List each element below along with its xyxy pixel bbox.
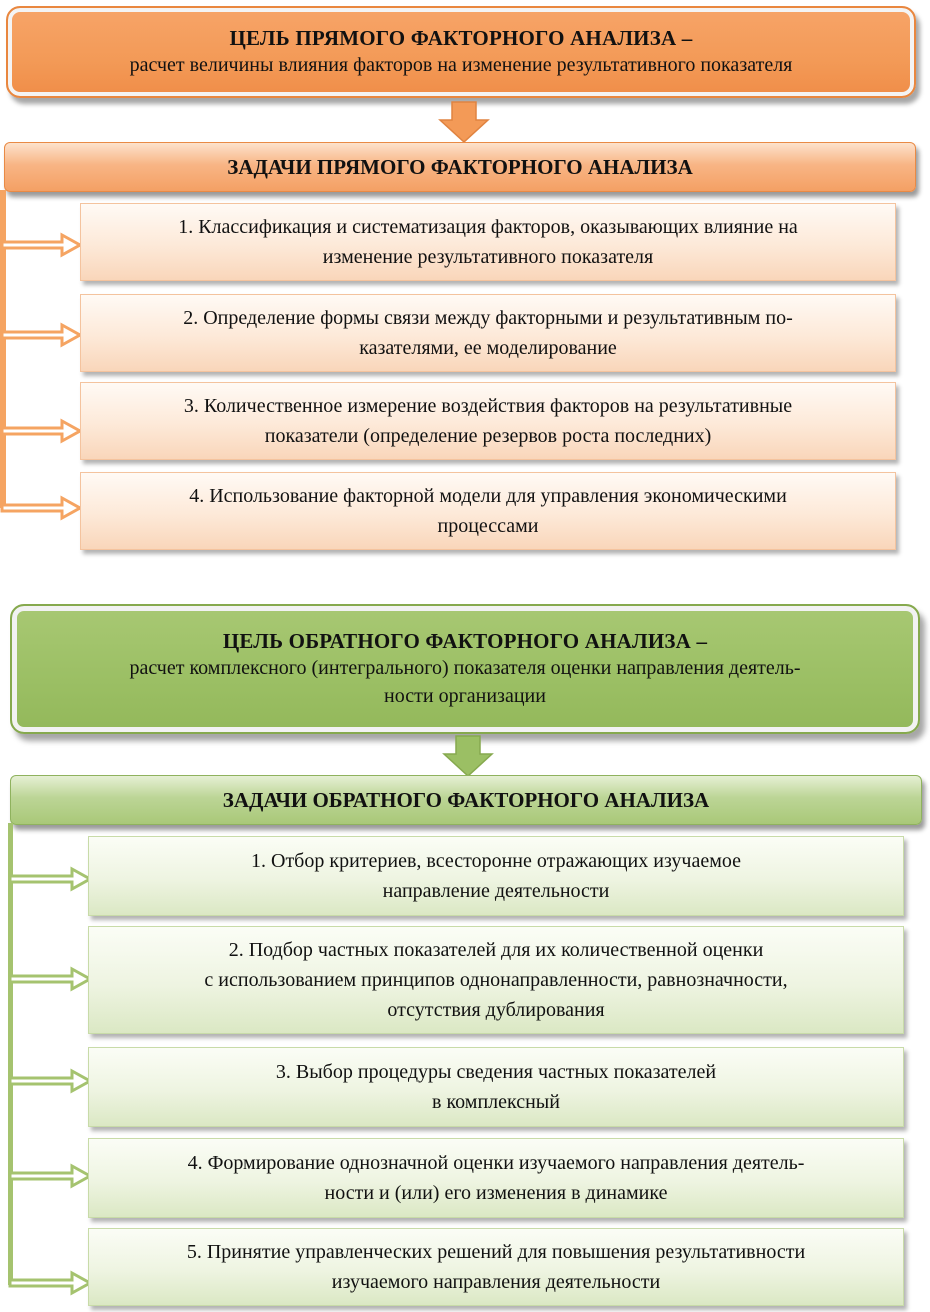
inverse-goal-box bbox=[10, 604, 920, 734]
task-text-line: 1. Классификация и систематизация факторов, оказывающих влияние на bbox=[178, 216, 798, 238]
inverse-task-item bbox=[88, 1047, 904, 1127]
inverse-arrow-icon bbox=[8, 1163, 92, 1189]
inverse-task-item bbox=[88, 1228, 904, 1306]
direct-goal-title: ЦЕЛЬ ПРЯМОГО ФАКТОРНОГО АНАЛИЗА – bbox=[229, 25, 693, 50]
inverse-task-item bbox=[88, 1138, 904, 1218]
inverse-goal-text-2: ности организации bbox=[384, 684, 546, 707]
inverse-arrow-icon bbox=[8, 1068, 92, 1094]
inverse-arrow-icon bbox=[8, 1270, 92, 1296]
task-text-line: 2. Подбор частных показателей для их количественной оценки bbox=[228, 939, 764, 961]
direct-tasks-title: ЗАДАЧИ ПРЯМОГО ФАКТОРНОГО АНАЛИЗА bbox=[227, 154, 693, 179]
direct-arrow-icon bbox=[0, 418, 82, 444]
task-text-line: в комплексный bbox=[432, 1091, 560, 1113]
inverse-down-arrow-icon bbox=[440, 734, 496, 778]
task-text-line: с использованием принципов однонаправленности, равнозначности, bbox=[204, 969, 788, 991]
task-text-line: ности и (или) его изменения в динамике bbox=[324, 1182, 668, 1204]
direct-goal-box bbox=[6, 6, 916, 98]
direct-task-item bbox=[80, 203, 896, 281]
task-text-line: направление деятельности bbox=[382, 880, 610, 902]
inverse-goal-title: ЦЕЛЬ ОБРАТНОГО ФАКТОРНОГО АНАЛИЗА – bbox=[222, 628, 708, 653]
task-text-line: 3. Выбор процедуры сведения частных показателей bbox=[275, 1061, 717, 1083]
task-text-line: 2. Определение формы связи между факторными и результативным по- bbox=[183, 307, 793, 329]
direct-arrow-icon bbox=[0, 232, 82, 258]
inverse-tasks-header bbox=[10, 775, 922, 825]
task-text-line: 1. Отбор критериев, всесторонне отражающих изучаемое bbox=[251, 850, 741, 872]
direct-down-arrow-icon bbox=[436, 100, 492, 144]
task-text-line: процессами bbox=[437, 515, 539, 537]
direct-arrow-icon bbox=[0, 322, 82, 348]
task-text-line: отсутствия дублирования bbox=[387, 999, 605, 1021]
inverse-arrow-icon bbox=[8, 966, 92, 992]
direct-goal-text: расчет величины влияния факторов на изменение результативного показателя bbox=[129, 53, 793, 76]
inverse-task-item bbox=[88, 836, 904, 916]
task-text-line: казателями, ее моделирование bbox=[359, 337, 617, 359]
direct-task-item bbox=[80, 382, 896, 460]
task-text-line: 3. Количественное измерение воздействия факторов на результативные bbox=[183, 395, 793, 417]
direct-arrow-icon bbox=[0, 495, 82, 521]
inverse-goal-text-1: расчет комплексного (интегрального) показателя оценки направления деятель- bbox=[129, 656, 801, 679]
direct-tasks-header bbox=[4, 142, 916, 192]
task-text-line: 4. Формирование однозначной оценки изучаемого направления деятель- bbox=[187, 1152, 805, 1174]
task-text-line: показатели (определение резервов роста последних) bbox=[264, 425, 712, 447]
task-text-line: изменение результативного показателя bbox=[322, 246, 654, 268]
direct-task-item bbox=[80, 472, 896, 550]
inverse-task-item bbox=[88, 926, 904, 1034]
inverse-connector-line bbox=[8, 823, 13, 1285]
task-text-line: 4. Использование факторной модели для управления экономическими bbox=[189, 485, 787, 507]
inverse-arrow-icon bbox=[8, 866, 92, 892]
inverse-tasks-title: ЗАДАЧИ ОБРАТНОГО ФАКТОРНОГО АНАЛИЗА bbox=[222, 787, 710, 812]
direct-task-item bbox=[80, 294, 896, 372]
task-text-line: 5. Принятие управленческих решений для повышения результативности bbox=[186, 1241, 806, 1263]
task-text-line: изучаемого направления деятельности bbox=[331, 1271, 661, 1293]
